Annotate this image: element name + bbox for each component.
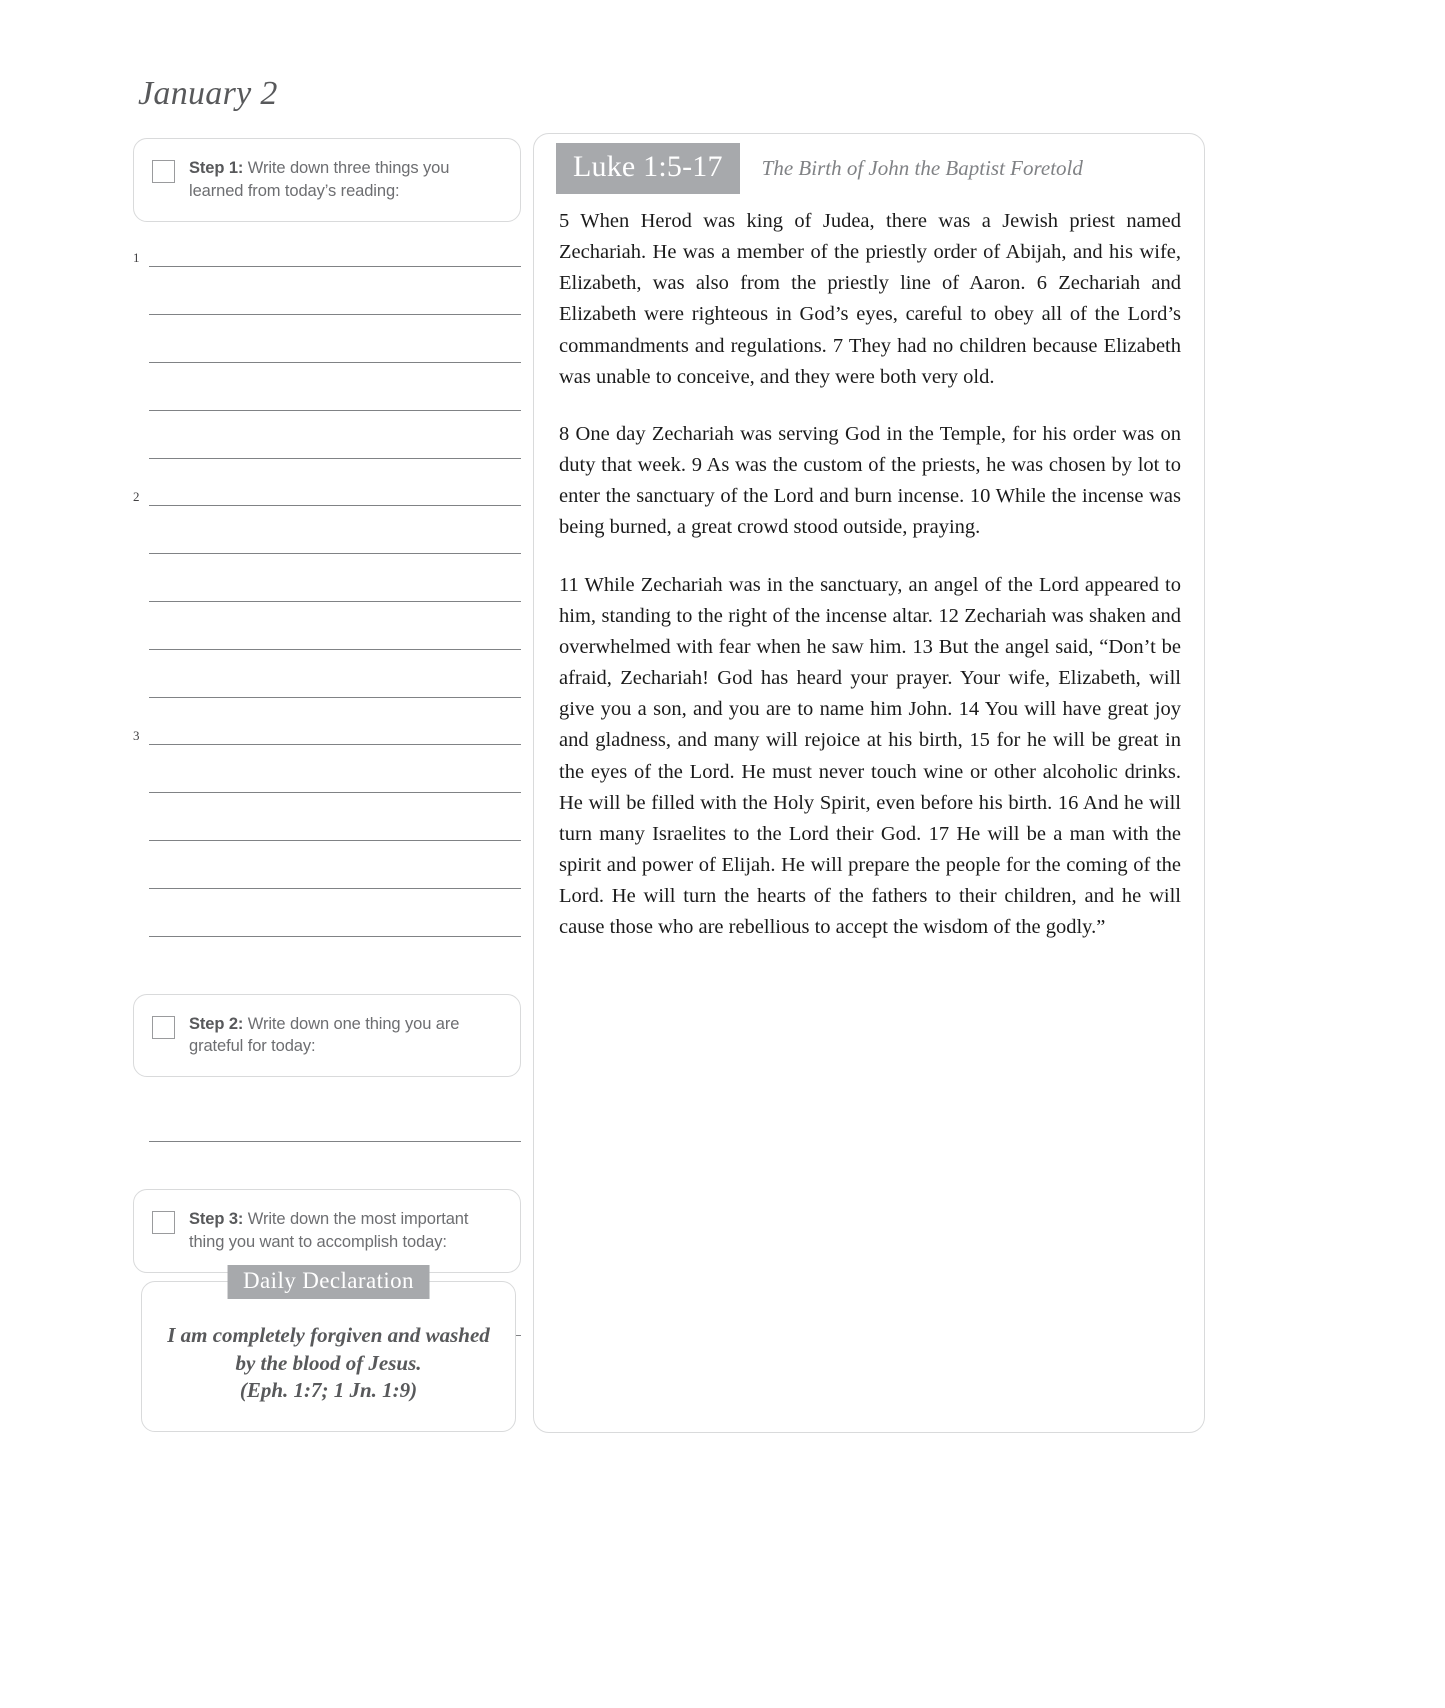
- writing-line[interactable]: [149, 1141, 521, 1142]
- writing-block-step-2: [133, 1141, 521, 1142]
- step-2-lead: Step 2:: [189, 1014, 244, 1033]
- writing-line[interactable]: [149, 458, 521, 459]
- left-column: [133, 138, 521, 1336]
- writing-line[interactable]: [149, 266, 521, 267]
- scripture-paragraph: 5 When Herod was king of Judea, there was a Jewish priest named Zechariah. He was a member of the priestly order of Abijah, and his wife, Elizabeth, was also from the priestly line of Aaron. 6 Zechariah and Elizabeth were righteous in God’s eyes, careful to obey all of the Lord’s commandments and regulations. 7 They had no children because Elizabeth was unable to conceive, and they were both very old.: [559, 210, 1181, 388]
- writing-block-1: [133, 249, 521, 459]
- daily-declaration-reference: (Eph. 1:7; 1 Jn. 1:9): [239, 1378, 418, 1403]
- writing-line[interactable]: [149, 840, 521, 841]
- scripture-panel: [533, 133, 1205, 1433]
- step-2-label: [189, 1013, 500, 1059]
- scripture-header: [556, 143, 1083, 194]
- writing-line[interactable]: [149, 888, 521, 889]
- step-1-lead: Step 1:: [189, 159, 244, 177]
- list-number-1: 1: [133, 249, 140, 265]
- writing-line[interactable]: [149, 744, 521, 745]
- daily-declaration-card: [141, 1268, 516, 1432]
- step-1-label: [189, 157, 500, 203]
- step-3-lead: Step 3:: [189, 1210, 244, 1229]
- writing-line[interactable]: [149, 649, 521, 650]
- step-3-label: [189, 1208, 500, 1254]
- step-1-text: Write down three things you learned from today’s reading:: [189, 159, 450, 200]
- step-1-checkbox[interactable]: [152, 160, 175, 183]
- daily-declaration-title: Daily Declaration: [227, 1265, 430, 1299]
- writing-line[interactable]: [149, 553, 521, 554]
- scripture-reference-badge: Luke 1:5-17: [556, 143, 740, 194]
- scripture-body: [559, 206, 1181, 943]
- writing-line[interactable]: [149, 314, 521, 315]
- page-title: January 2: [138, 75, 278, 112]
- writing-line[interactable]: [149, 505, 521, 506]
- scripture-passage-title: The Birth of John the Baptist Foretold: [761, 156, 1083, 180]
- writing-line[interactable]: [149, 697, 521, 698]
- step-3-checkbox[interactable]: [152, 1211, 175, 1234]
- writing-line[interactable]: [149, 601, 521, 602]
- step-2-box[interactable]: [133, 994, 521, 1078]
- step-1-box[interactable]: [133, 138, 521, 222]
- writing-block-2: [133, 488, 521, 698]
- list-number-3: 3: [133, 727, 140, 743]
- writing-block-3: [133, 727, 521, 937]
- daily-declaration-body: I am completely forgiven and washed by the blood of Jesus.: [167, 1323, 490, 1375]
- step-2-checkbox[interactable]: [152, 1016, 175, 1039]
- step-3-box[interactable]: [133, 1189, 521, 1273]
- writing-line[interactable]: [149, 362, 521, 363]
- scripture-paragraph: 8 One day Zechariah was serving God in the Temple, for his order was on duty that week. 9 As was the custom of the priests, he was chosen by lot to enter the sanctuary of the Lord and burn incense. 10 While the incense was being burned, a great crowd stood outside, praying.: [559, 422, 1181, 539]
- scripture-paragraph: 11 While Zechariah was in the sanctuary, an angel of the Lord appeared to him, standing to the right of the incense altar. 12 Zechariah was shaken and overwhelmed with fear when he saw him. 13 But the angel said, “Don’t be afraid, Zechariah! God has heard your prayer. Your wife, Elizabeth, will give you a son, and you are to name him John. 14 You will have great joy and gladness, and many will rejoice at his birth, 15 for he will be great in the eyes of the Lord. He must never touch wine or other alcoholic drinks. He will be filled with the Holy Spirit, even before his birth. 16 And he will turn many Israelites to the Lord their God. 17 He will be a man with the spirit and power of Elijah. He will prepare the people for the coming of the Lord. He will turn the hearts of the fathers to their children, and he will cause those who are rebellious to accept the wisdom of the godly.”: [559, 573, 1181, 939]
- writing-line[interactable]: [149, 936, 521, 937]
- writing-line[interactable]: [149, 792, 521, 793]
- writing-line[interactable]: [149, 410, 521, 411]
- step-3-text: Write down the most important thing you want to accomplish today:: [189, 1210, 469, 1251]
- step-2-text: Write down one thing you are grateful for today:: [189, 1014, 460, 1056]
- list-number-2: 2: [133, 488, 140, 504]
